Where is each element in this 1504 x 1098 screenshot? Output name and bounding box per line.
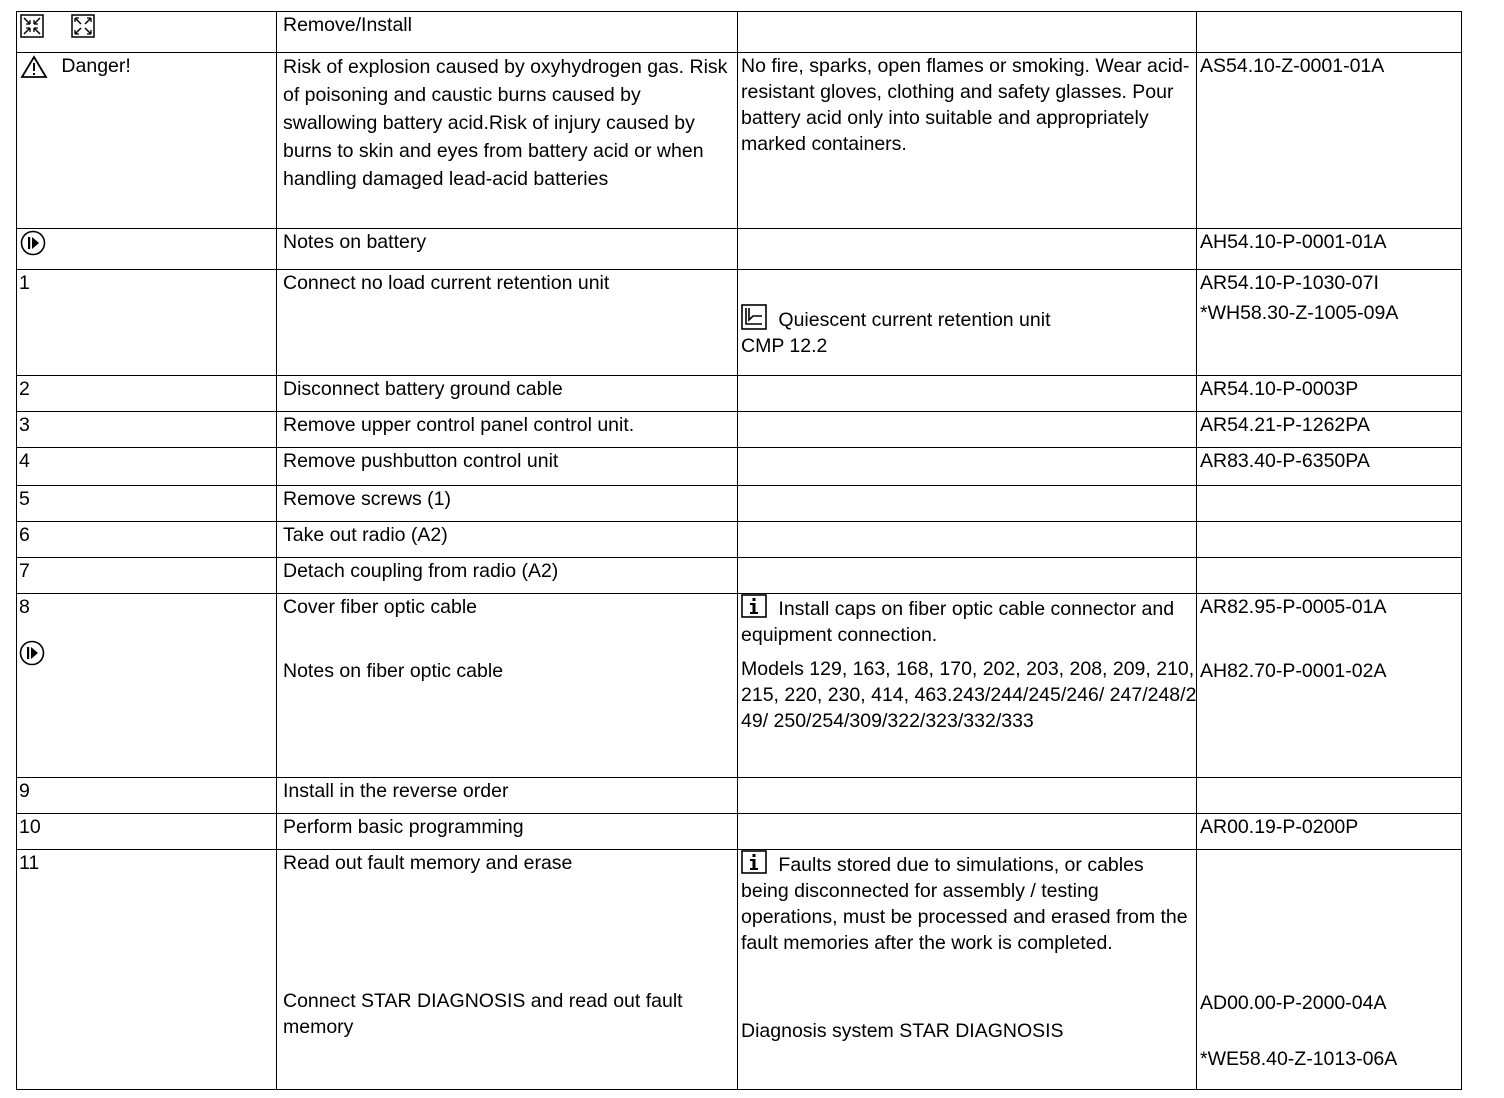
header-row [17,12,1462,53]
step-note: Faults stored due to simulations, or cables being disconnected for assembly / testing operations, must be processed and erased from the fault memories after the work is completed. [741,854,1188,954]
header-title: Remove/Install [277,12,738,53]
step-row [17,486,1462,522]
step-row [17,270,1462,376]
step-row [17,778,1462,814]
notes-icon [20,230,46,256]
step-note-detail: CMP 12.2 [741,335,828,357]
step-text: Take out radio (A2) [277,522,738,558]
step-sub-note: Models 129, 163, 168, 170, 202, 203, 208, 209, 210, 215, 220, 230, 414, 463.243/244/245/246/ 247/248/249/ 250/254/309/322/323/332/333 [741,658,1197,732]
danger-risk-text: Risk of explosion caused by oxyhydrogen gas. Risk of poisoning and caustic burns caused by swallowing battery acid.Risk of injury caused by burns to skin and eyes from battery acid or when handling damaged lead-acid batteries [277,53,738,229]
danger-label: Danger! [61,55,131,77]
info-icon [741,850,767,874]
step-sub-text: Connect STAR DIAGNOSIS and read out fault memory [283,990,683,1038]
step-note: Quiescent current retention unit [778,309,1051,331]
step-text: Cover fiber optic cable [283,596,478,618]
step-ref: AR83.40-P-6350PA [1197,448,1462,486]
step-row [17,412,1462,448]
step-text: Remove screws (1) [277,486,738,522]
step-number: 1 [17,270,277,376]
install-icon [71,14,95,38]
danger-row [17,53,1462,229]
tool-icon [741,304,767,330]
danger-measures: No fire, sparks, open flames or smoking. Wear acid-resistant gloves, clothing and safety glasses. Pour battery acid only into suitable and appropriately marked containers. [738,53,1197,229]
step-sub-ref: AH82.70-P-0001-02A [1200,660,1387,682]
remove-icon [20,14,44,38]
step-note: Install caps on fiber optic cable connector and equipment connection. [741,598,1175,646]
step-number: 9 [17,778,277,814]
notes-battery-ref: AH54.10-P-0001-01A [1197,229,1462,270]
step-text: Install in the reverse order [277,778,738,814]
step-text: Remove pushbutton control unit [277,448,738,486]
step-ref: AR54.21-P-1262PA [1197,412,1462,448]
notes-icon [19,640,273,666]
step-sub-ref-secondary: *WE58.40-Z-1013-06A [1200,1048,1398,1070]
step-text: Detach coupling from radio (A2) [277,558,738,594]
step-number: 2 [17,376,277,412]
step-ref-secondary: *WH58.30-Z-1005-09A [1200,302,1399,324]
step-row [17,522,1462,558]
step-ref: AR82.95-P-0005-01A [1200,596,1387,618]
header-icons-cell [17,12,277,53]
step-number: 7 [17,558,277,594]
procedure-table [16,11,1462,1090]
warning-triangle-icon [20,55,48,79]
notes-battery-text: Notes on battery [277,229,738,270]
step-ref: AR54.10-P-0003P [1197,376,1462,412]
step-number: 4 [17,448,277,486]
step-row [17,376,1462,412]
step-row [17,814,1462,850]
danger-label-cell [17,53,277,229]
step-sub-ref: AD00.00-P-2000-04A [1200,992,1387,1014]
info-icon [741,594,767,618]
step-row [17,594,1462,778]
step-text: Disconnect battery ground cable [277,376,738,412]
step-ref: AR00.19-P-0200P [1197,814,1462,850]
step-number: 3 [17,412,277,448]
step-ref: AR54.10-P-1030-07I [1200,272,1379,294]
step-text: Connect no load current retention unit [277,270,738,376]
step-row [17,850,1462,1090]
step-text: Remove upper control panel control unit. [277,412,738,448]
step-text: Read out fault memory and erase [283,852,573,874]
step-number: 6 [17,522,277,558]
danger-ref: AS54.10-Z-0001-01A [1197,53,1462,229]
step-number: 11 [17,850,277,1090]
step-number: 10 [17,814,277,850]
step-row [17,448,1462,486]
step-sub-note: Diagnosis system STAR DIAGNOSIS [741,1020,1064,1042]
step-number: 5 [17,486,277,522]
step-sub-text: Notes on fiber optic cable [283,660,504,682]
notes-battery-row [17,229,1462,270]
step-number: 8 [19,596,30,618]
step-text: Perform basic programming [277,814,738,850]
step-row [17,558,1462,594]
